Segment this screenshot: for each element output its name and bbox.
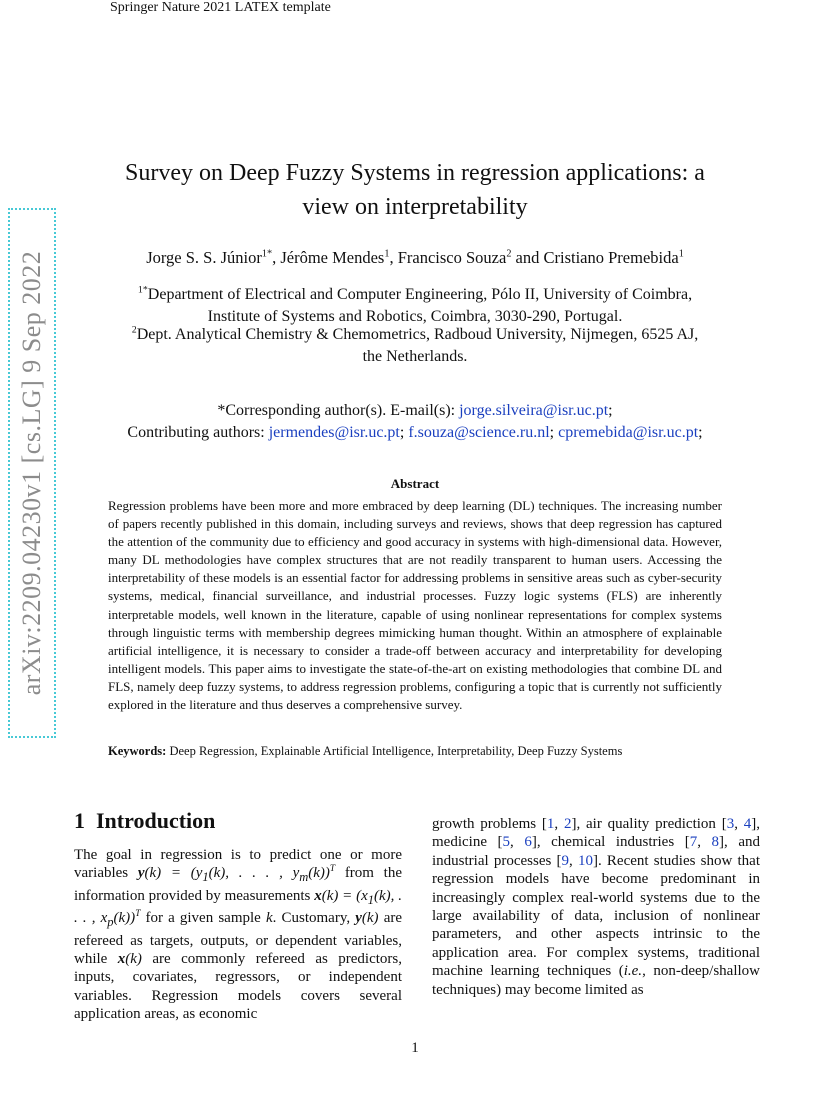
citation-link[interactable]: 9: [561, 852, 570, 869]
email-link[interactable]: f.souza@science.ru.nl: [408, 424, 550, 441]
abstract-heading: Abstract: [390, 476, 440, 491]
citation-link[interactable]: 8: [711, 834, 720, 851]
citation-link[interactable]: 10: [577, 852, 593, 869]
author-name: Jorge S. S. Júnior: [146, 248, 262, 267]
affiliation-2: $^2$Dept. Analytical Chemistry & Chemometrics, Radboud University, Nijmegen, 6525 AJ, the Netherlands.: [131, 324, 699, 365]
keywords: [108, 744, 722, 759]
intro-column-left: The goal in regression is to predict one or more variables $y(k) = (y_1(k)$, . . . , $y_m(k))^T$ from the information provided by measurements $x(k) = (x_1(k)$, . . . , $x_p(k))^T$ for a given sample k. Customary, y(k) are refereed as targets, outputs, or dependent variables, while x(k) are commonly refereed as predictors, inputs, covariates, regressors, or independent variables. Regression models covers several application areas, as economic: [74, 847, 403, 1023]
page-number: 1: [411, 1040, 419, 1056]
paper-title: [80, 156, 750, 224]
keywords-label: Keywords:: [108, 744, 167, 758]
email-link[interactable]: cpremebida@isr.uc.pt: [558, 424, 699, 441]
citation-link[interactable]: 3: [726, 816, 735, 832]
section-heading: 1 Introduction: [74, 808, 216, 833]
citation-link[interactable]: 4: [743, 816, 752, 832]
citation-link[interactable]: 6: [524, 834, 532, 851]
keywords-text: Deep Regression, Explainable Artificial Intelligence, Interpretability, Deep Fuzzy Systems: [169, 744, 623, 758]
contributing-authors: Contributing authors: jermendes@isr.uc.pt; f.souza@science.ru.nl; cpremebida@isr.uc.pt;: [127, 424, 703, 441]
title-line-2: view on interpretability: [302, 194, 528, 220]
title-line-1: Survey on Deep Fuzzy Systems in regression applications: a: [125, 160, 705, 186]
email-link[interactable]: jermendes@isr.uc.pt: [268, 424, 400, 441]
corresponding-author: *Corresponding author(s). E-mail(s): jorge.silveira@isr.uc.pt;: [217, 402, 613, 419]
abstract-body: Regression problems have been more and more embraced by deep learning (DL) techniques. The increasing number of papers recently published in this domain, including surveys and reviews, shows that deep regression has captured the attention of the community due to efficiency and good accuracy in systems with high-dimensional data. However, many DL methodologies have complex structures that are not readily transparent to human users. Accessing the interpretability of these models is an essential factor for addressing problems in sensitive areas such as cyber-security systems, medical, financial surveillance, and industrial processes. Fuzzy logic systems (FLS) are inherently interpretable models, well known in the literature, capable of using nonlinear representations for complex systems through linguistic terms with membership degrees mimicking human thought. Within an atmosphere of explainable artificial intelligence, it is necessary to consider a trade-off between accuracy and interpretability for developing intelligent models. This paper aims to investigate the state-of-the-art on existing methodologies that combine DL and FLS, namely deep fuzzy systems, to address regression problems, configuring a topic that is currently not sufficiently explored in the literature and thus deserves a comprehensive survey.: [108, 498, 722, 713]
author-affiliation-mark: 2: [506, 248, 512, 260]
citation-link[interactable]: 5: [502, 834, 511, 851]
citation-link[interactable]: 2: [563, 816, 572, 832]
author-affiliation-mark: 1: [384, 248, 390, 260]
citation-link[interactable]: 1: [546, 816, 555, 832]
author-name: Cristiano Premebida: [543, 248, 679, 267]
author-list: Jorge S. S. Júnior$^{1*}$, Jérôme Mendes$^1$, Francisco Souza$^2$ and Cristiano Premebida$^1$: [146, 248, 684, 267]
arxiv-stamp[interactable]: [8, 208, 56, 738]
running-header: Springer Nature 2021 LATEX template: [110, 0, 331, 15]
author-name: Jérôme Mendes: [280, 248, 385, 267]
author-affiliation-mark: 1: [678, 248, 684, 260]
intro-column-right: growth problems [1, 2], air quality prediction [3, 4], medicine [5, 6], chemical industries [7, 8], and industrial processes [9, 10]. Recent studies show that regression models have become predominant in increasingly complex real-world systems due to the large availability of data, inclusion of nonlinear parameters, and other aspects intrinsic to the application area. For complex systems, traditional machine learning techniques (i.e., non-deep/shallow techniques) may become limited as: [432, 816, 760, 998]
author-name: Francisco Souza: [397, 248, 507, 267]
email-link[interactable]: jorge.silveira@isr.uc.pt: [459, 402, 609, 419]
affiliation-1: $^{1*}$Department of Electrical and Computer Engineering, Pólo II, University of Coimbra, Institute of Systems and Robotics, Coimbra, 3030-290, Portugal.: [137, 284, 693, 325]
arxiv-stamp-text[interactable]: arXiv:2209.04230v1 [cs.LG] 9 Sep 2022: [17, 250, 46, 696]
author-affiliation-mark: 1*: [261, 248, 273, 260]
citation-link[interactable]: 7: [689, 834, 698, 851]
